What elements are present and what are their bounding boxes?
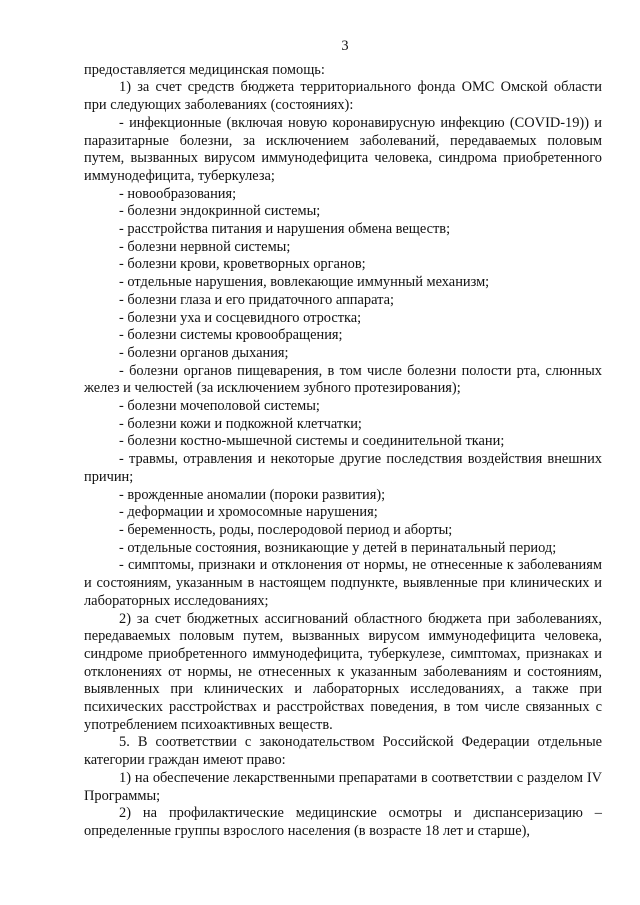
list-item: - болезни крови, кроветворных органов; <box>119 256 366 273</box>
list-item: - болезни костно-мышечной системы и соединительной ткани; <box>119 433 505 450</box>
list-item: - травмы, отравления и некоторые другие последствия воздействия внешних причин; <box>84 451 602 485</box>
list-item: - врожденные аномалии (пороки развития); <box>119 486 386 503</box>
list-item: - инфекционные (включая новую коронавирусную инфекцию (COVID-19)) и паразитарные болезни, за исключением заболеваний, передаваемых половым путем, вызванных вирусом иммунодефицита человека, синдрома приобретенного иммунодефицита, туберкулеза; <box>84 114 602 184</box>
list-item: - новообразования; <box>119 185 237 202</box>
item1-intro: 1) за счет средств бюджета территориального фонда ОМС Омской области при следующих заболеваниях (состояниях): <box>84 79 602 114</box>
list-item: - болезни органов пищеварения, в том числе болезни полости рта, слюнных желез и челюстей (за исключением зубного протезирования); <box>84 362 602 397</box>
list-item: - беременность, роды, послеродовой период и аборты; <box>119 521 453 538</box>
right-item: 1) на обеспечение лекарственными препаратами в соответствии с разделом IV Программы; <box>84 769 602 804</box>
list-item: - симптомы, признаки и отклонения от нормы, не отнесенные к заболеваниям и состояниям, указанным в настоящем подпункте, выявленные при клинических и лабораторных исследованиях; <box>84 557 602 609</box>
list-item: - болезни системы кровообращения; <box>119 327 343 344</box>
list-item: - расстройства питания и нарушения обмена веществ; <box>119 221 451 238</box>
list-item: - деформации и хромосомные нарушения; <box>119 504 378 521</box>
list-item: - болезни кожи и подкожной клетчатки; <box>119 415 362 432</box>
list-item: - болезни мочеполовой системы; <box>119 398 320 415</box>
list-item: - болезни уха и сосцевидного отростка; <box>119 309 362 326</box>
list-item: - болезни органов дыхания; <box>119 344 289 361</box>
list-item: - болезни эндокринной системы; <box>119 203 321 220</box>
document-page <box>84 38 602 841</box>
right-item: 2) на профилактические медицинские осмотры и диспансеризацию – определенные группы взрослого населения (в возрасте 18 лет и старше), <box>84 805 602 839</box>
section5-paragraph: 5. В соответствии с законодательством Российской Федерации отдельные категории граждан имеют право: <box>84 734 602 769</box>
item2-paragraph: 2) за счет бюджетных ассигнований областного бюджета при заболеваниях, передаваемых половым путем, вызванных вирусом иммунодефицита человека, синдроме приобретенного иммунодефицита, туберкулезе, симптомах, признаках и отклонениях от нормы, не отнесенных к указанным заболеваниям и состояниям, выявленных при клинических и лабораторных исследованиях, а также при психических расстройствах и расстройствах поведения, в том числе связанных с употреблением психоактивных веществ. <box>84 610 602 733</box>
list-item: - болезни нервной системы; <box>119 238 291 255</box>
list-item: - отдельные нарушения, вовлекающие иммунный механизм; <box>119 274 490 291</box>
page-number: 3 <box>341 38 349 54</box>
list-item: - отдельные состояния, возникающие у детей в перинатальный период; <box>119 539 557 556</box>
lead-line: предоставляется медицинская помощь: <box>84 61 325 78</box>
list-item: - болезни глаза и его придаточного аппарата; <box>119 291 394 308</box>
